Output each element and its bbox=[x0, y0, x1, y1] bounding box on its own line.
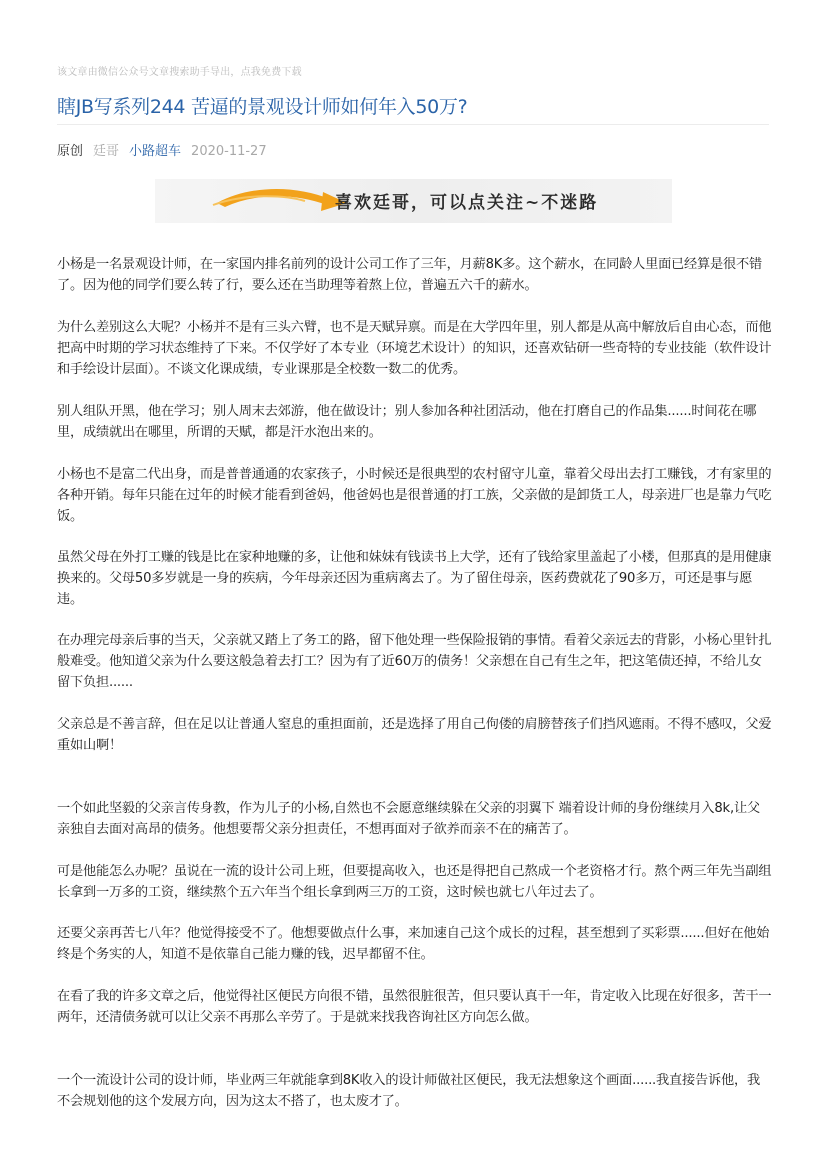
article-title: 瞎JB写系列244 苦逼的景观设计师如何年入50万? bbox=[57, 96, 468, 118]
paragraph: 一个一流设计公司的设计师，毕业两三年就能拿到8K收入的设计师做社区便民，我无法想象这个画面......我直接告诉他，我不会规划他的这个发展方向，因为这太不搭了，也太废才了。 bbox=[57, 1073, 760, 1109]
paragraph: 在办理完母亲后事的当天，父亲就又踏上了务工的路，留下他处理一些保险报销的事情。看着父亲远去的背影，小杨心里针扎般难受。他知道父亲为什么要这般急着去打工？因为有了近60万的债务！父亲想在自己有生之年，把这笔债还掉，不给儿女留下负担...... bbox=[57, 633, 772, 690]
account-link[interactable]: 小路超车 bbox=[129, 144, 182, 159]
paragraph: 小杨也不是富二代出身，而是普普通通的农家孩子，小时候还是很典型的农村留守儿童，靠着父母出去打工赚钱，才有家里的各种开销。每年只能在过年的时候才能看到爸妈，他爸妈也是很普通的打工族，父亲做的是卸货工人，母亲进厂也是靠力气吃饭。 bbox=[57, 467, 772, 524]
paragraph: 还要父亲再苦七八年？他觉得接受不了。他想要做点什么事，来加速自己这个成长的过程，甚至想到了买彩票......但好在他始终是个务实的人，知道不是依靠自己能力赚的钱，迟早都留不住。 bbox=[57, 926, 770, 962]
banner-text: 喜欢廷哥，可以点关注~不迷路 bbox=[335, 193, 599, 213]
paragraph: 小杨是一名景观设计师，在一家国内排名前列的设计公司工作了三年，月薪8K多。这个薪水，在同龄人里面已经算是很不错了。因为他的同学们要么转了行，要么还在当助理等着熬上位，普遍五六千的薪水。 bbox=[57, 257, 762, 293]
title-divider bbox=[57, 124, 769, 125]
paragraph: 可是他能怎么办呢？虽说在一流的设计公司上班，但要提高收入，也还是得把自己熬成一个老资格才行。熬个两三年先当副组长拿到一万多的工资，继续熬个五六年当个组长拿到两三万的工资，这时候也就七八年过去了。 bbox=[57, 864, 772, 900]
paragraph: 虽然父母在外打工赚的钱是比在家种地赚的多，让他和妹妹有钱读书上大学，还有了钱给家里盖起了小楼，但那真的是用健康换来的。父母50多岁就是一身的疾病，今年母亲还因为重病离去了。为了留住母亲，医药费就花了90多万，可还是事与愿违。 bbox=[57, 550, 772, 607]
article-meta bbox=[57, 140, 267, 159]
paragraph: 为什么差别这么大呢？小杨并不是有三头六臂，也不是天赋异禀。而是在大学四年里，别人都是从高中解放后自由心态，而他把高中时期的学习状态维持了下来。不仅学好了本专业（环境艺术设计）的知识，还喜欢钻研一些奇特的专业技能（软件设计和手绘设计层面）。不谈文化课成绩，专业课那是全校数一数二的优秀。 bbox=[57, 320, 772, 377]
author-name: 廷哥 bbox=[93, 144, 120, 159]
paragraph: 父亲总是不善言辞，但在足以让普通人窒息的重担面前，还是选择了用自己佝偻的肩膀替孩子们挡风遮雨。不得不感叹，父爱重如山啊！ bbox=[57, 717, 772, 753]
paragraph: 在看了我的许多文章之后，他觉得社区便民方向很不错，虽然很脏很苦，但只要认真干一年，肯定收入比现在好很多，苦干一两年，还清债务就可以让父亲不再那么辛劳了。于是就来找我咨询社区方向怎么做。 bbox=[57, 989, 772, 1025]
paragraph: 别人组队开黑，他在学习；别人周末去郊游，他在做设计；别人参加各种社团活动，他在打磨自己的作品集......时间花在哪里，成绩就出在哪里，所谓的天赋，都是汗水泡出来的。 bbox=[57, 404, 757, 440]
paragraph: 一个如此坚毅的父亲言传身教，作为儿子的小杨,自然也不会愿意继续躲在父亲的羽翼下 端着设计师的身份继续月入8k,让父亲独自去面对高昂的债务。他想要帮父亲分担责任，不想再面对子欲养而亲不在的痛苦了。 bbox=[57, 801, 760, 837]
publish-date: 2020-11-27 bbox=[191, 144, 267, 159]
original-label: 原创 bbox=[57, 144, 84, 159]
export-notice[interactable]: 该文章由微信公众号文章搜索助手导出，点我免费下载 bbox=[57, 67, 302, 78]
follow-banner bbox=[155, 179, 672, 223]
